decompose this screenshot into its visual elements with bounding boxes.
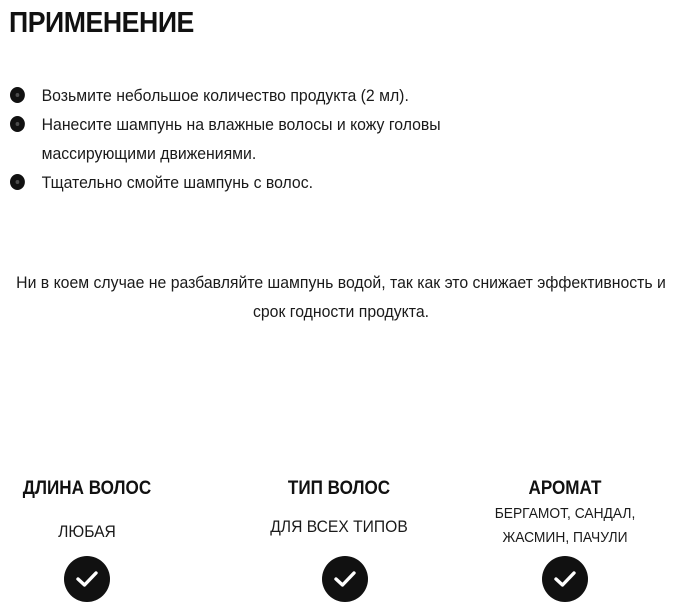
usage-step-text: Тщательно смойте шампунь с волос.	[41, 173, 314, 192]
feature-title: АРОМАТ	[528, 478, 602, 499]
usage-note: Ни в коем случае не разбавляйте шампунь водой, так как это снижает эффективность и срок годности продукта.	[16, 273, 666, 321]
check-circle-icon	[322, 556, 368, 602]
check-circle-icon	[542, 556, 588, 602]
usage-step-text: Нанесите шампунь на влажные волосы и кожу головы массирующими движениями.	[41, 115, 441, 163]
feature-aroma	[470, 476, 660, 550]
feature-hair-type	[239, 476, 439, 540]
feature-title: ДЛИНА ВОЛОС	[22, 478, 152, 499]
feature-value: ЛЮБАЯ	[58, 522, 116, 541]
feature-value: БЕРГАМОТ, САНДАЛ, ЖАСМИН, ПАЧУЛИ	[494, 505, 636, 546]
bullet-icon	[10, 116, 25, 132]
usage-step	[10, 81, 600, 110]
feature-hair-length	[7, 476, 167, 545]
usage-steps-list	[10, 81, 670, 197]
check-circle-icon	[64, 556, 110, 602]
bullet-icon	[10, 174, 25, 190]
feature-value: ДЛЯ ВСЕХ ТИПОВ	[270, 517, 408, 536]
section-title: ПРИМЕНЕНИЕ	[9, 7, 194, 39]
bullet-icon	[10, 87, 25, 103]
feature-title: ТИП ВОЛОС	[287, 478, 391, 499]
usage-step-text: Возьмите небольшое количество продукта (2 мл).	[41, 86, 409, 105]
usage-step	[10, 168, 600, 197]
usage-step	[10, 110, 525, 168]
